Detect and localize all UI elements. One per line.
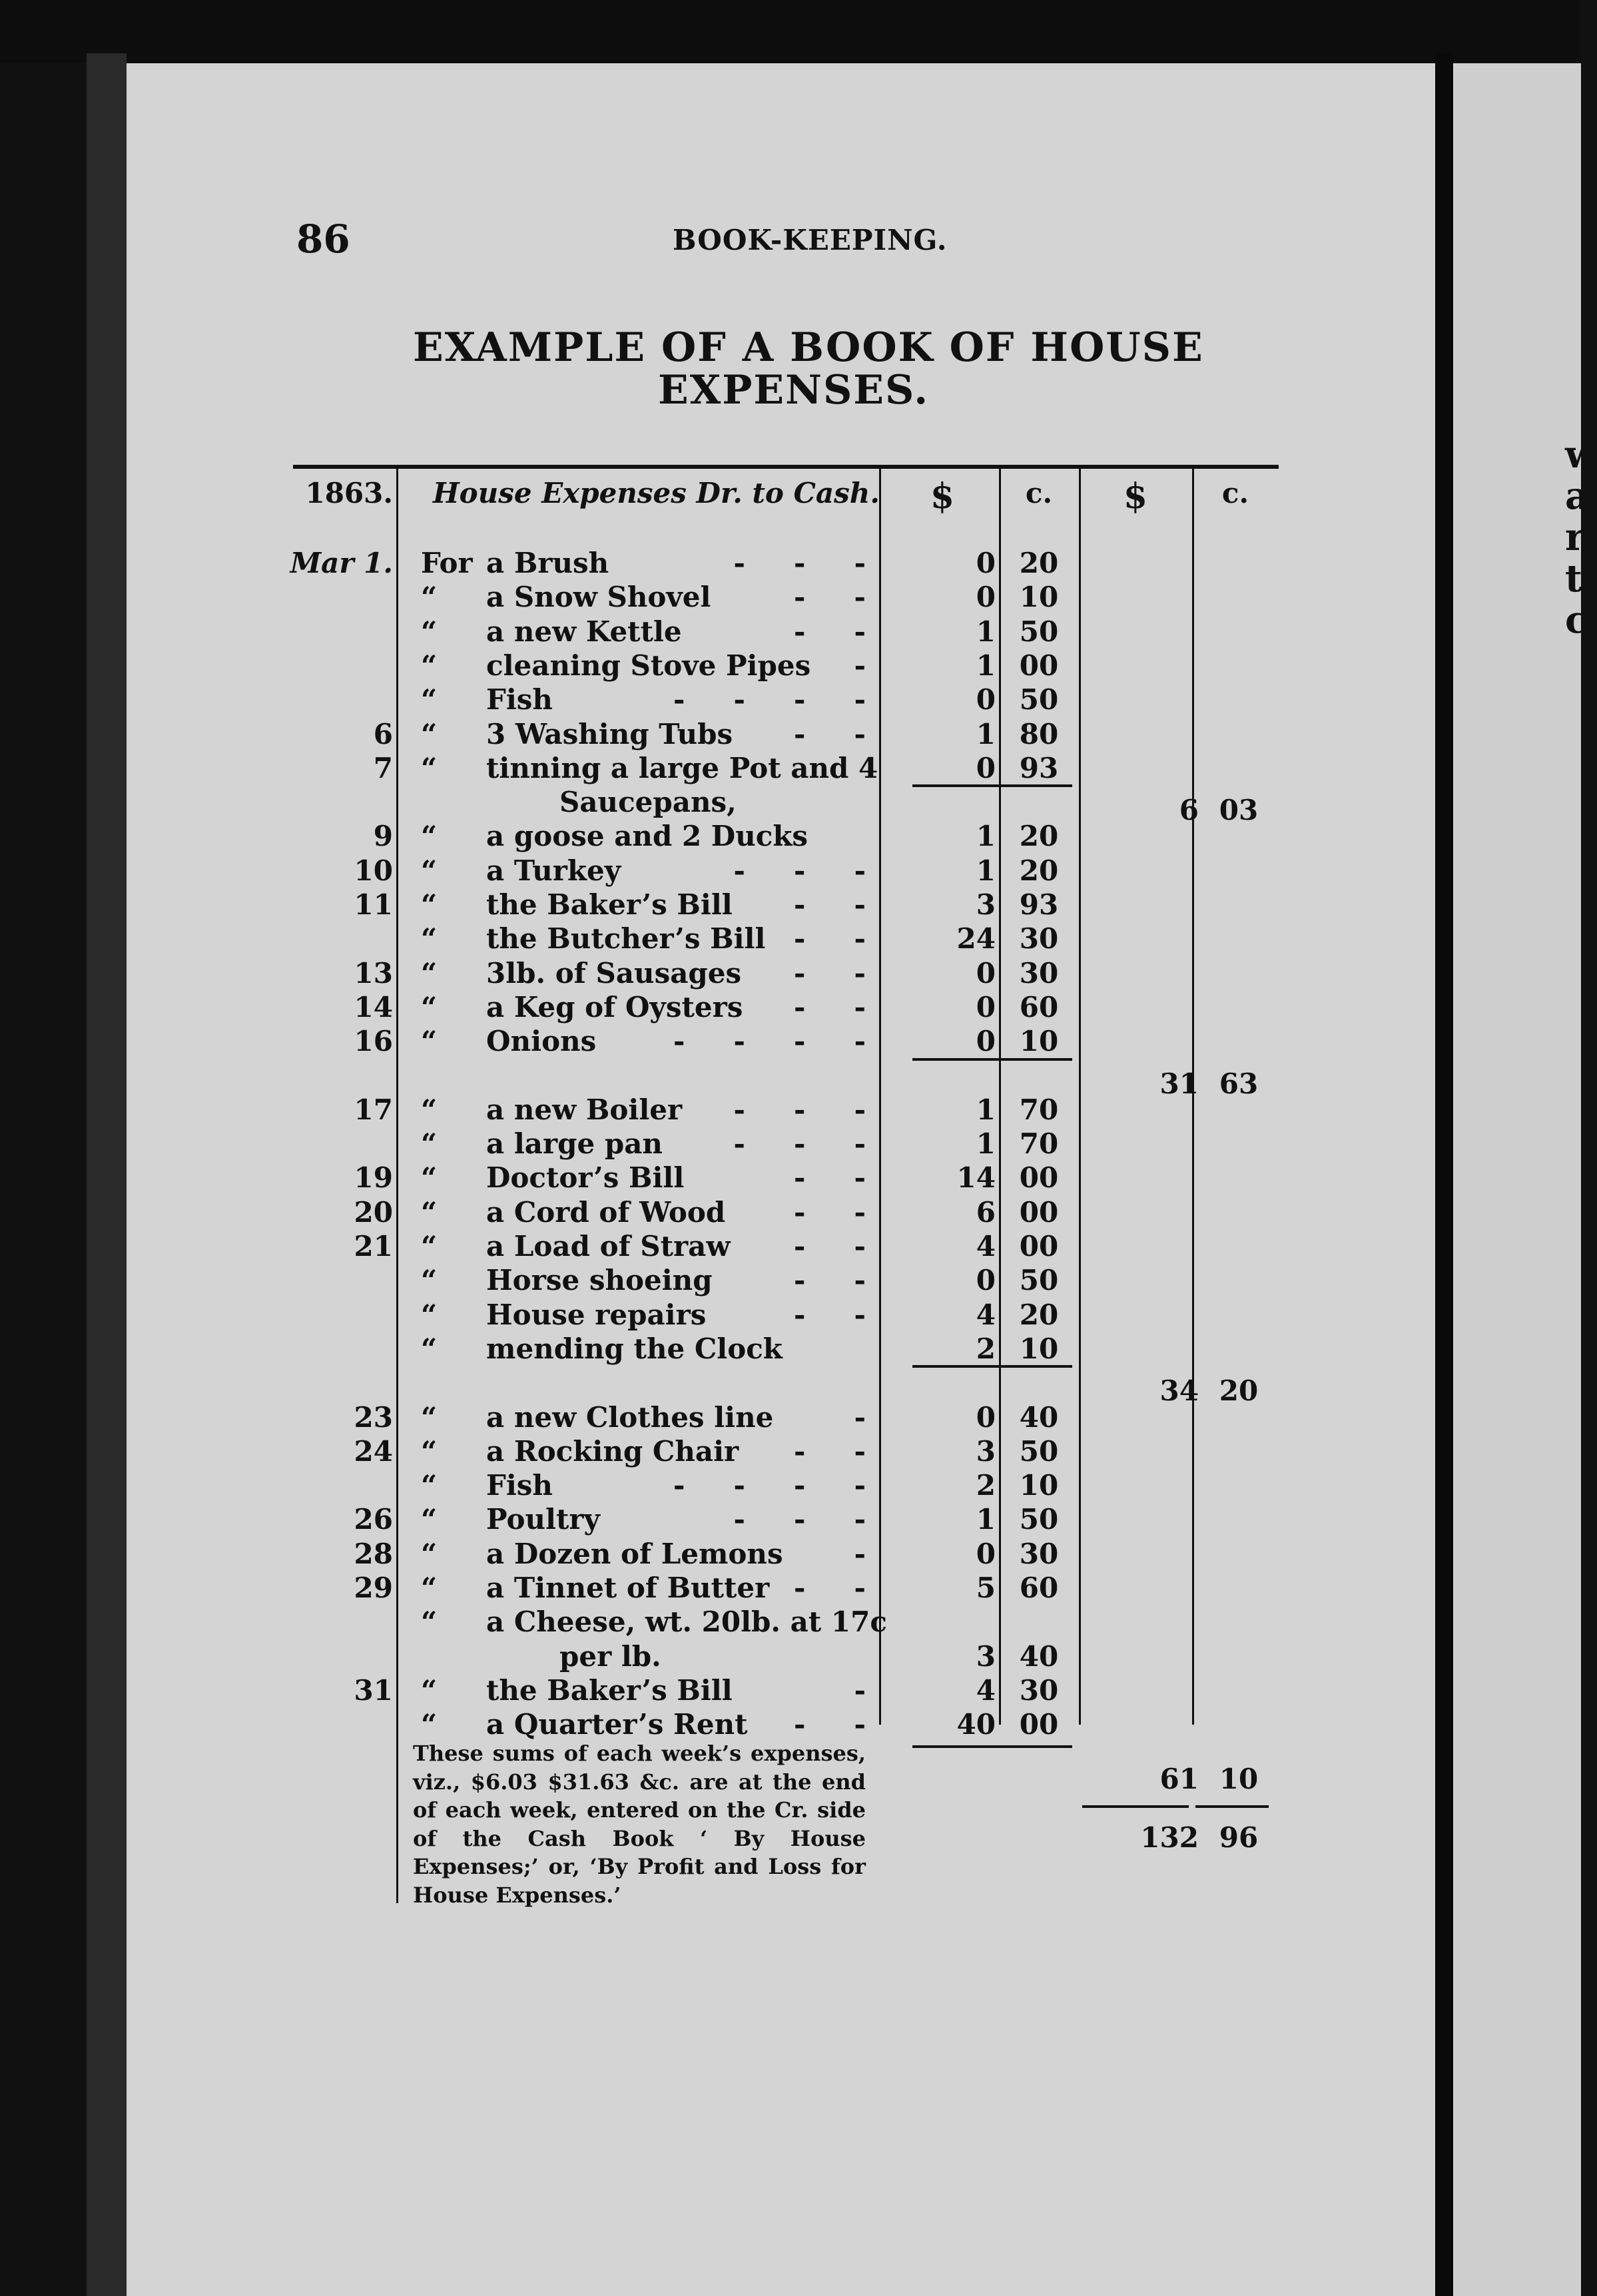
row-dollars: 3 (976, 1640, 996, 1673)
row-dollars: 4 (976, 1674, 996, 1707)
row-ditto-mark: “ (421, 888, 438, 921)
row-leader-dashes: - - - - (673, 1025, 866, 1057)
subtotal-cents: 10 (1219, 1763, 1259, 1795)
row-item: Doctor’s Bill (486, 1161, 685, 1194)
row-dollars: 6 (976, 1196, 996, 1229)
row-ditto-mark: “ (421, 991, 438, 1023)
row-cents: 20 (1019, 1298, 1059, 1331)
page-number: 86 (296, 216, 350, 262)
header-year: 1863. (305, 477, 393, 509)
column-line-year (396, 465, 398, 1903)
row-item: a large pan (486, 1127, 663, 1160)
header-dollars-2: $ (1123, 476, 1148, 517)
row-leader-dashes: - - (794, 1161, 866, 1194)
scan-border-top (0, 0, 1581, 63)
row-cents: 80 (1019, 718, 1059, 750)
row-leader-dashes: - (854, 1674, 866, 1707)
page-title-line-1: EXAMPLE OF A BOOK OF HOUSE (413, 324, 1204, 371)
row-ditto-mark: “ (421, 1230, 438, 1263)
row-leader-dashes: - - - (733, 1503, 866, 1536)
row-ditto-mark: “ (421, 1264, 438, 1296)
row-ditto-mark: “ (421, 1674, 438, 1707)
row-cents: 70 (1019, 1127, 1059, 1160)
table-top-rule (293, 465, 1279, 469)
row-ditto-mark: “ (421, 854, 438, 887)
row-leader-dashes: - (854, 1538, 866, 1570)
row-date: 23 (354, 1401, 393, 1434)
header-dollars-1: $ (930, 476, 955, 517)
row-cents: 30 (1019, 922, 1059, 955)
row-ditto-mark: “ (421, 581, 438, 613)
right-page-letter: w (1565, 433, 1597, 477)
right-page-letter: a (1565, 474, 1590, 518)
row-dollars: 1 (976, 718, 996, 750)
row-cents: 00 (1019, 1196, 1059, 1229)
row-item: 3lb. of Sausages (486, 957, 742, 990)
row-item: Fish (486, 683, 553, 716)
row-ditto-mark: “ (421, 1605, 438, 1638)
row-dollars: 1 (976, 854, 996, 887)
row-date: 24 (354, 1435, 393, 1468)
row-cents: 60 (1019, 991, 1059, 1023)
row-date: 17 (354, 1093, 393, 1126)
column-line-dollars1 (879, 465, 881, 1725)
row-cents: 10 (1019, 1469, 1059, 1502)
row-dollars: 0 (976, 683, 996, 716)
row-leader-dashes: - (854, 649, 866, 682)
row-leader-dashes: - - - - (673, 1469, 866, 1502)
row-date: 11 (354, 888, 393, 921)
row-cents: 00 (1019, 1161, 1059, 1194)
row-leader-dashes: - - - (733, 547, 866, 579)
row-ditto-mark: “ (421, 752, 438, 784)
row-item: a Brush (486, 547, 609, 579)
row-item: per lb. (559, 1640, 661, 1673)
row-cents: 40 (1019, 1640, 1059, 1673)
row-item: a new Boiler (486, 1093, 683, 1126)
row-leader-dashes: - - (794, 718, 866, 750)
row-leader-dashes: - - (794, 1264, 866, 1296)
row-cents: 20 (1019, 854, 1059, 887)
row-dollars: 1 (976, 1503, 996, 1536)
row-item: a Tinnet of Butter (486, 1572, 770, 1604)
row-item: a Cheese, wt. 20lb. at 17c (486, 1605, 887, 1638)
row-dollars: 0 (976, 1538, 996, 1570)
row-leader-dashes: - - (794, 581, 866, 613)
right-page (1453, 63, 1581, 2296)
row-cents: 50 (1019, 683, 1059, 716)
grand-total-dollars: 132 (1140, 1821, 1199, 1854)
row-leader-dashes: - - (794, 1572, 866, 1604)
row-item: a goose and 2 Ducks (486, 820, 808, 852)
row-cents: 10 (1019, 581, 1059, 613)
subtotal-dollars: 34 (1159, 1374, 1199, 1407)
row-item: cleaning Stove Pipes (486, 649, 811, 682)
row-ditto-mark: “ (421, 1127, 438, 1160)
row-date: 31 (354, 1674, 393, 1707)
subtotal-rule (912, 1365, 1072, 1368)
row-item: Horse shoeing (486, 1264, 713, 1296)
grand-total-cents: 96 (1219, 1821, 1259, 1854)
column-line-cents1 (999, 465, 1001, 1725)
row-item: Saucepans, (559, 786, 737, 818)
row-ditto-mark: “ (421, 1708, 438, 1741)
row-cents: 50 (1019, 1503, 1059, 1536)
row-cents: 93 (1019, 888, 1059, 921)
row-date: 14 (354, 991, 393, 1023)
subtotal-dollars: 61 (1159, 1763, 1199, 1795)
row-item: 3 Washing Tubs (486, 718, 733, 750)
row-item: House repairs (486, 1298, 707, 1331)
running-head: BOOK-KEEPING. (673, 224, 948, 256)
row-ditto-mark: “ (421, 957, 438, 990)
row-ditto-mark: “ (421, 1093, 438, 1126)
row-cents: 70 (1019, 1093, 1059, 1126)
subtotal-cents: 03 (1219, 794, 1259, 826)
row-date: 6 (373, 718, 393, 750)
row-leader-dashes: - - (794, 1708, 866, 1741)
row-cents: 60 (1019, 1572, 1059, 1604)
row-cents: 10 (1019, 1332, 1059, 1365)
right-page-letter: c (1565, 598, 1588, 642)
row-dollars: 40 (956, 1708, 996, 1741)
row-item: a Quarter’s Rent (486, 1708, 748, 1741)
row-date: 9 (373, 820, 393, 852)
row-dollars: 1 (976, 649, 996, 682)
header-cents-2: c. (1221, 477, 1249, 509)
row-cents: 30 (1019, 957, 1059, 990)
row-date: 26 (354, 1503, 393, 1536)
row-item: Poultry (486, 1503, 600, 1536)
subtotal-rule (912, 1058, 1072, 1061)
row-item: the Butcher’s Bill (486, 922, 766, 955)
row-leader-dashes: - - (794, 922, 866, 955)
row-ditto-mark: “ (421, 1469, 438, 1502)
row-date: 16 (354, 1025, 393, 1057)
row-cents: 50 (1019, 615, 1059, 648)
right-page-letter: t (1565, 557, 1582, 601)
row-ditto-mark: “ (421, 1435, 438, 1468)
column-line-dollars2 (1079, 465, 1081, 1725)
row-dollars: 0 (976, 752, 996, 784)
row-dollars: 0 (976, 1025, 996, 1057)
row-ditto-mark: “ (421, 1503, 438, 1536)
row-cents: 00 (1019, 1230, 1059, 1263)
row-item: a Turkey (486, 854, 621, 887)
row-dollars: 4 (976, 1230, 996, 1263)
row-dollars: 0 (976, 991, 996, 1023)
row-item: a Rocking Chair (486, 1435, 739, 1468)
row-leader-dashes: - (854, 1401, 866, 1434)
row-dollars: 24 (956, 922, 996, 955)
page-title-line-2: EXPENSES. (658, 367, 930, 414)
row-dollars: 3 (976, 1435, 996, 1468)
row-date: Mar 1. (290, 547, 393, 579)
ledger-footnote: These sums of each week’s expenses, viz., $6.03 $31.63 &c. are at the end of each week, entered on the Cr. side of the Cash Book ‘ By House Expenses;’ or, ‘By Profit and Loss for House Expenses.’ (413, 1741, 866, 1908)
row-item: Fish (486, 1469, 553, 1502)
row-ditto-mark: “ (421, 683, 438, 716)
subtotal-dollars: 6 (1179, 794, 1199, 826)
row-item: Onions (486, 1025, 597, 1057)
row-leader-dashes: - - - (733, 854, 866, 887)
row-leader-dashes: - - (794, 991, 866, 1023)
row-leader-dashes: - - (794, 1196, 866, 1229)
row-ditto-mark: “ (421, 718, 438, 750)
row-date: 13 (354, 957, 393, 990)
row-cents: 50 (1019, 1264, 1059, 1296)
row-dollars: 1 (976, 1127, 996, 1160)
row-ditto-mark: “ (421, 649, 438, 682)
row-dollars: 2 (976, 1332, 996, 1365)
row-dollars: 0 (976, 957, 996, 990)
row-leader-dashes: - - (794, 615, 866, 648)
right-page-letter: r (1565, 515, 1585, 559)
row-dollars: 0 (976, 547, 996, 579)
row-dollars: 0 (976, 1401, 996, 1434)
row-ditto-mark: “ (421, 820, 438, 852)
subtotal-rule (912, 1745, 1072, 1748)
row-item: the Baker’s Bill (486, 1674, 733, 1707)
row-ditto-mark: “ (421, 1298, 438, 1331)
row-ditto-mark: “ (421, 1401, 438, 1434)
row-item: a Cord of Wood (486, 1196, 726, 1229)
subtotal-dollars: 31 (1159, 1067, 1199, 1100)
grand-total-rule (1082, 1805, 1189, 1808)
row-leader-dashes: - - - - (673, 683, 866, 716)
row-dollars: 1 (976, 1093, 996, 1126)
row-item: a Load of Straw (486, 1230, 731, 1263)
row-cents: 30 (1019, 1674, 1059, 1707)
row-ditto-mark: For (421, 547, 473, 579)
row-cents: 10 (1019, 1025, 1059, 1057)
row-date: 7 (373, 752, 393, 784)
row-ditto-mark: “ (421, 922, 438, 955)
row-dollars: 1 (976, 615, 996, 648)
row-dollars: 3 (976, 888, 996, 921)
row-cents: 20 (1019, 820, 1059, 852)
row-date: 21 (354, 1230, 393, 1263)
row-leader-dashes: - - - (733, 1093, 866, 1126)
row-dollars: 14 (956, 1161, 996, 1194)
row-date: 28 (354, 1538, 393, 1570)
row-cents: 30 (1019, 1538, 1059, 1570)
row-item: a Keg of Oysters (486, 991, 743, 1023)
row-dollars: 1 (976, 820, 996, 852)
header-description: House Expenses Dr. to Cash. (433, 477, 880, 509)
book-gutter (1435, 53, 1453, 2296)
row-leader-dashes: - - - (733, 1127, 866, 1160)
row-item: tinning a large Pot and 4 (486, 752, 878, 784)
subtotal-cents: 20 (1219, 1374, 1259, 1407)
row-item: a Snow Shovel (486, 581, 711, 613)
row-date: 19 (354, 1161, 393, 1194)
row-ditto-mark: “ (421, 1161, 438, 1194)
row-cents: 50 (1019, 1435, 1059, 1468)
row-cents: 00 (1019, 1708, 1059, 1741)
row-leader-dashes: - - (794, 1435, 866, 1468)
grand-total-rule (1195, 1805, 1269, 1808)
row-leader-dashes: - - (794, 1230, 866, 1263)
row-item: a new Clothes line (486, 1401, 774, 1434)
row-ditto-mark: “ (421, 615, 438, 648)
row-date: 10 (354, 854, 393, 887)
subtotal-rule (912, 784, 1072, 787)
row-item: the Baker’s Bill (486, 888, 733, 921)
row-dollars: 5 (976, 1572, 996, 1604)
row-dollars: 4 (976, 1298, 996, 1331)
row-dollars: 0 (976, 1264, 996, 1296)
row-ditto-mark: “ (421, 1572, 438, 1604)
row-date: 20 (354, 1196, 393, 1229)
row-cents: 00 (1019, 649, 1059, 682)
subtotal-cents: 63 (1219, 1067, 1259, 1100)
row-ditto-mark: “ (421, 1538, 438, 1570)
row-dollars: 2 (976, 1469, 996, 1502)
row-leader-dashes: - - (794, 888, 866, 921)
row-ditto-mark: “ (421, 1025, 438, 1057)
row-item: a Dozen of Lemons (486, 1538, 783, 1570)
row-item: a new Kettle (486, 615, 682, 648)
book-spine-edge (87, 53, 127, 2296)
row-cents: 40 (1019, 1401, 1059, 1434)
row-item: mending the Clock (486, 1332, 783, 1365)
row-date: 29 (354, 1572, 393, 1604)
row-cents: 93 (1019, 752, 1059, 784)
row-cents: 20 (1019, 547, 1059, 579)
row-leader-dashes: - - (794, 957, 866, 990)
row-ditto-mark: “ (421, 1196, 438, 1229)
row-leader-dashes: - - (794, 1298, 866, 1331)
row-dollars: 0 (976, 581, 996, 613)
header-cents-1: c. (1025, 477, 1053, 509)
row-ditto-mark: “ (421, 1332, 438, 1365)
